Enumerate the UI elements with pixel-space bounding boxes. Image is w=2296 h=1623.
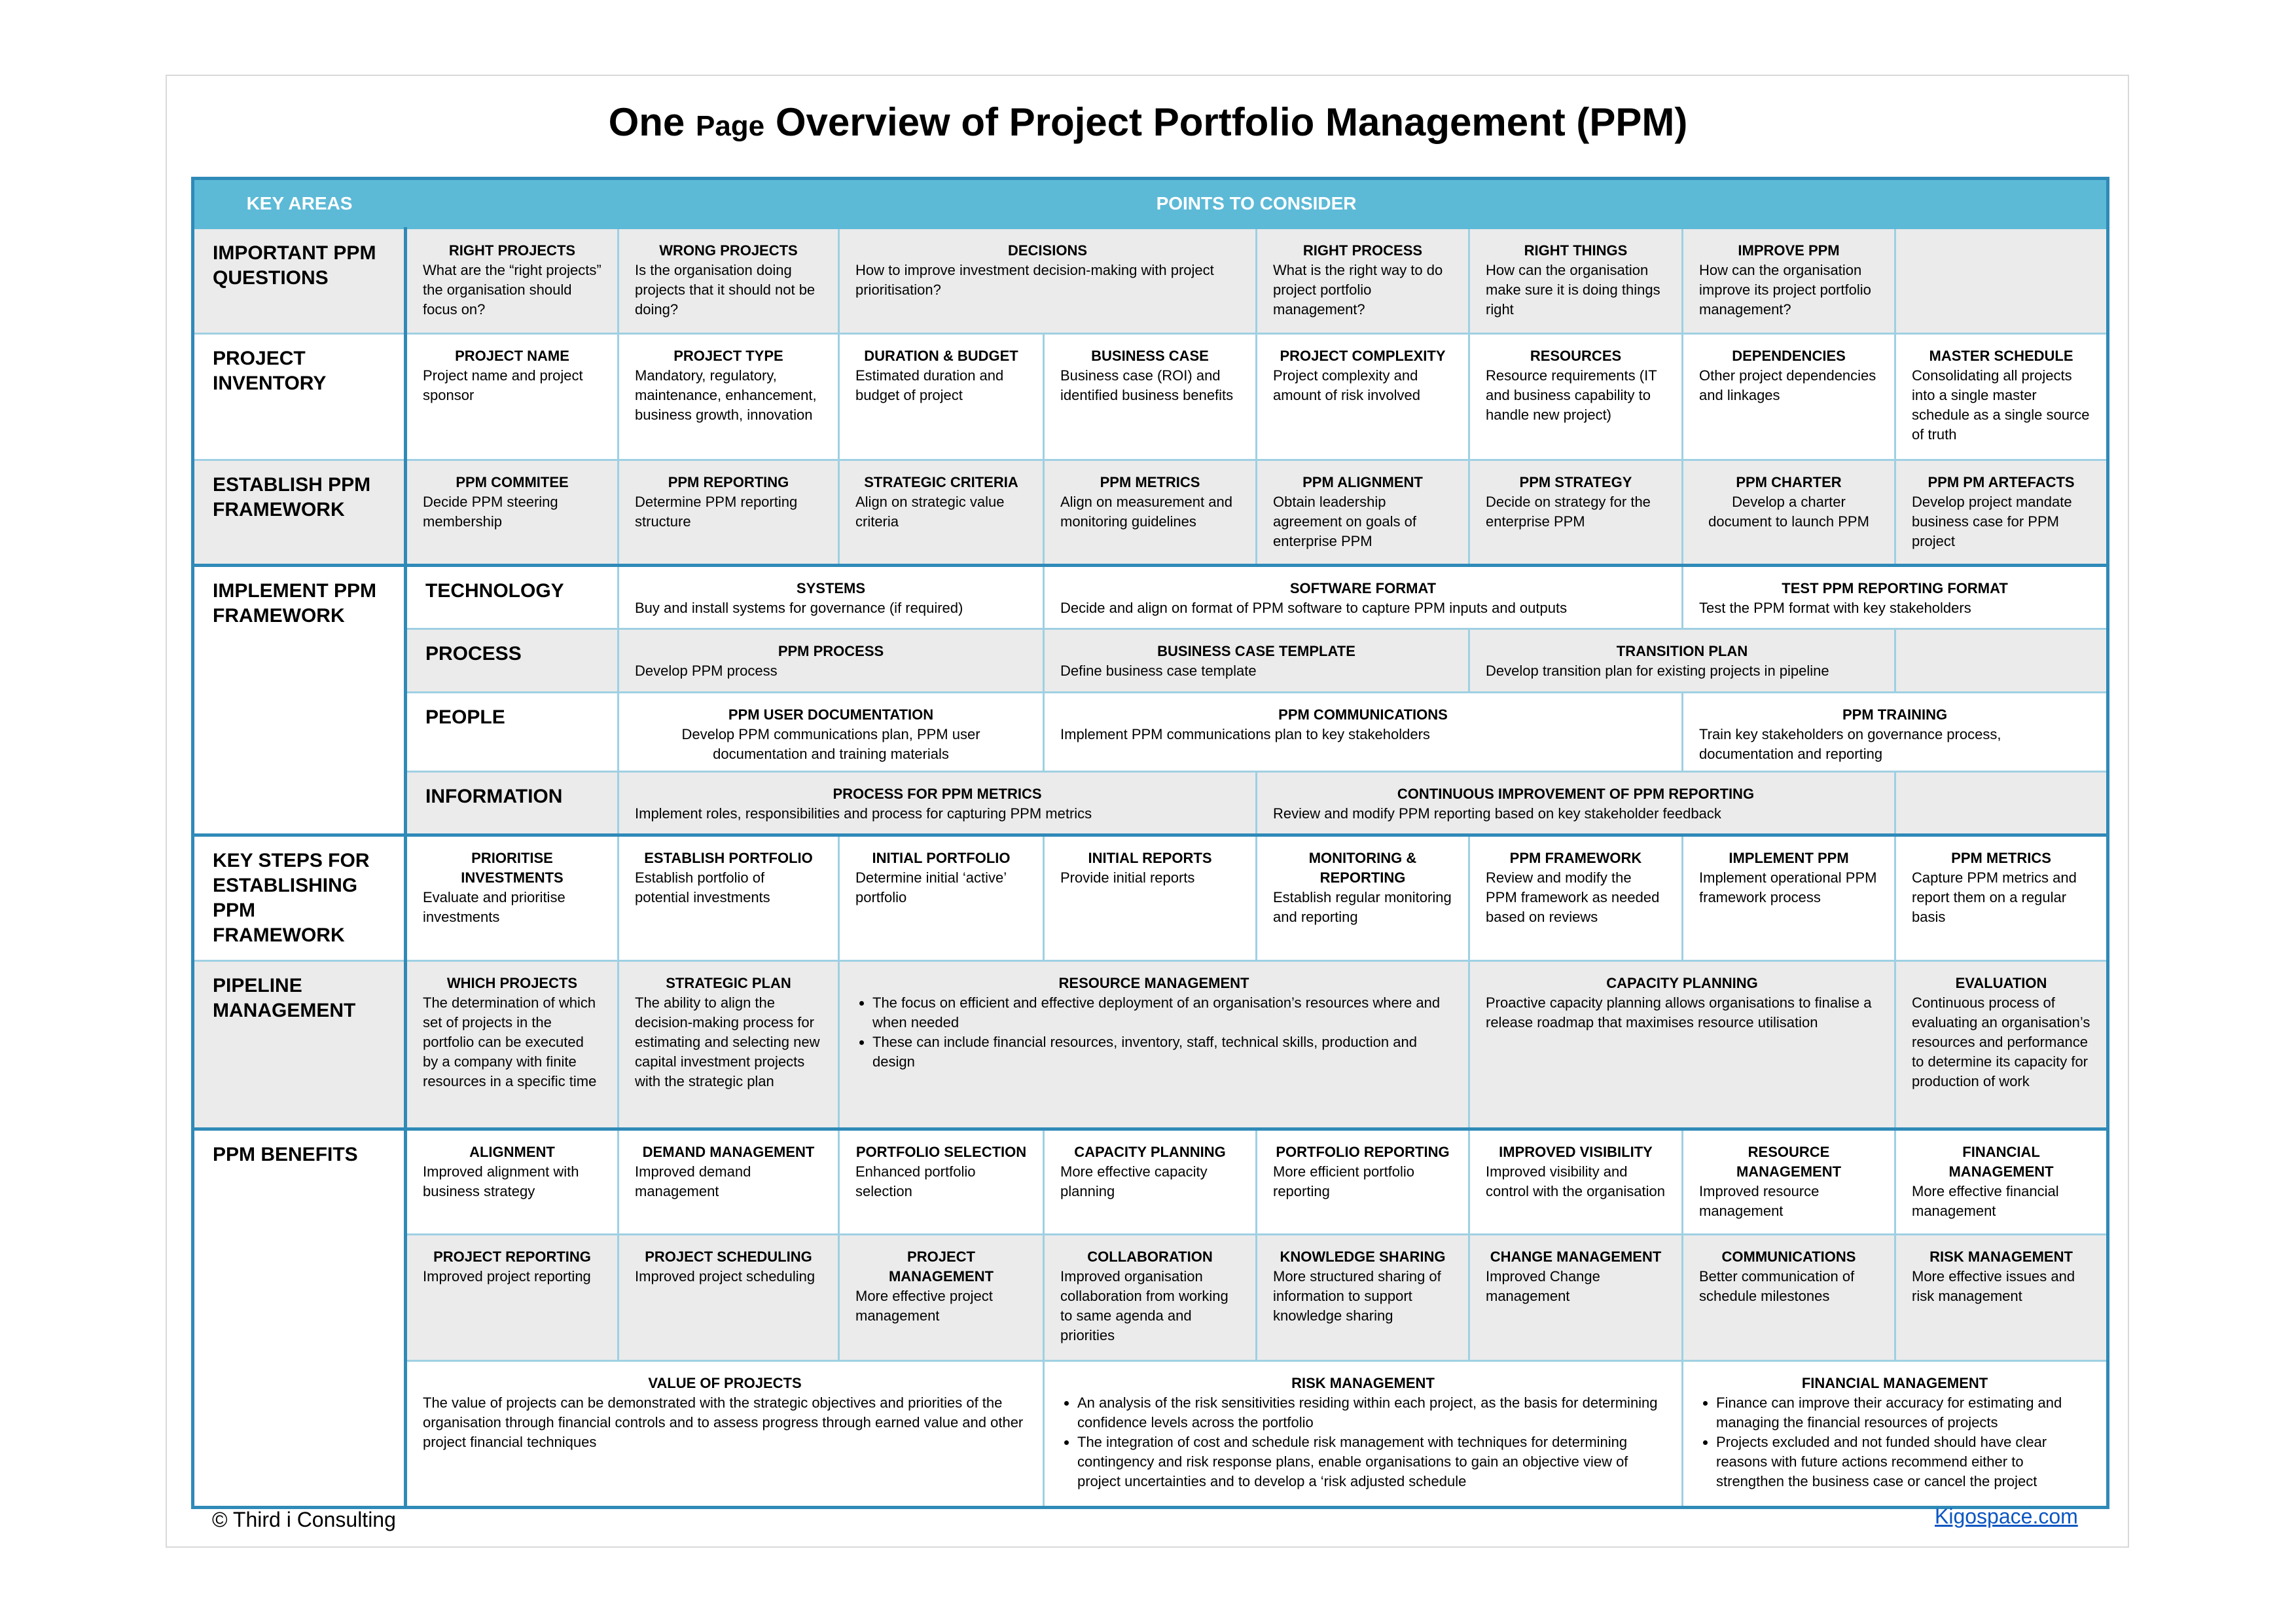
cell-decisions: DECISIONS How to improve investment decision-making with project prioritisation? — [839, 228, 1257, 334]
cell-test-reporting-format: TEST PPM REPORTING FORMAT Test the PPM format with key stakeholders — [1683, 566, 2108, 629]
cell-ppm-pm-artefacts: PPM PM ARTEFACTS Develop project mandate business case for PPM project — [1895, 460, 2108, 566]
cell-strategic-plan: STRATEGIC PLAN The ability to align the decision-making process for estimating and selecting new capital investment projects with the strategic plan — [619, 961, 839, 1129]
risk-bullets: • An analysis of the risk sensitivities residing within each project, as the basis for determining confidence levels across the portfolio • The integration of cost and schedule risk management with techniques for determining contingency and risk response plans, enable organisations to gain an objective view of project uncertainties and to develop a ‘risk adjusted schedule — [1060, 1393, 1666, 1491]
pipeline-row — [193, 961, 2108, 1129]
cell-initial-reports: INITIAL REPORTS Provide initial reports — [1044, 835, 1257, 961]
cell-transition-plan: TRANSITION PLAN Develop transition plan for existing projects in pipeline — [1469, 629, 1895, 693]
cell-business-case: BUSINESS CASE Business case (ROI) and identified business benefits — [1044, 334, 1257, 460]
points-header: POINTS TO CONSIDER — [406, 179, 2108, 228]
cell-right-process: RIGHT PROCESS What is the right way to do project portfolio management? — [1257, 228, 1469, 334]
cell-right-projects: RIGHT PROJECTS What are the “right projects” the organisation should focus on? — [406, 228, 619, 334]
cell-duration-budget: DURATION & BUDGET Estimated duration and budget of project — [839, 334, 1044, 460]
ppm-overview-table — [191, 177, 2109, 1509]
process-row — [193, 629, 2108, 693]
technology-row — [193, 566, 2108, 629]
cell-empty — [1895, 772, 2108, 835]
cell-risk-management-detail: RISK MANAGEMENT • An analysis of the risk sensitivities residing within each project, as the basis for determining confidence levels across the portfolio • The integration of cost and schedule risk management with techniques for determining contingency and risk response plans, enable organisations to gain an objective view of project uncertainties and to develop a ‘risk adjusted schedule — [1044, 1361, 1683, 1508]
copyright-text: © Third i Consulting — [212, 1508, 396, 1531]
kigospace-link[interactable]: Kigospace.com — [1935, 1504, 2078, 1528]
cell-right-things: RIGHT THINGS How can the organisation make sure it is doing things right — [1469, 228, 1683, 334]
cell-financial-management-detail: FINANCIAL MANAGEMENT • Finance can improve their accuracy for estimating and managing the financial resources of projects • Projects excluded and not funded should have clear reasons with future actions recommend either to strengthen the business case or cancel the project — [1683, 1361, 2108, 1508]
cell-ppm-process: PPM PROCESS Develop PPM process — [619, 629, 1044, 693]
cell-financial-management-benefit: FINANCIAL MANAGEMENT More effective financial management — [1895, 1129, 2108, 1235]
cell-ppm-reporting: PPM REPORTING Determine PPM reporting structure — [619, 460, 839, 566]
cell-steps-ppm-metrics: PPM METRICS Capture PPM metrics and report them on a regular basis — [1895, 835, 2108, 961]
title-rest: Overview of Project Portfolio Management (PPM) — [775, 100, 1688, 144]
questions-row — [193, 228, 2108, 334]
cell-ppm-strategy: PPM STRATEGY Decide on strategy for the enterprise PPM — [1469, 460, 1683, 566]
cell-initial-portfolio: INITIAL PORTFOLIO Determine initial ‘active’ portfolio — [839, 835, 1044, 961]
cell-project-name: PROJECT NAME Project name and project sponsor — [406, 334, 619, 460]
framework-row — [193, 460, 2108, 566]
cell-demand-management: DEMAND MANAGEMENT Improved demand management — [619, 1129, 839, 1235]
area-benefits: PPM BENEFITS — [193, 1129, 406, 1508]
cell-project-management: PROJECT MANAGEMENT More effective project management — [839, 1235, 1044, 1361]
cell-evaluation: EVALUATION Continuous process of evaluating an organisation’s resources and performance to determine its capacity for production of work — [1895, 961, 2108, 1129]
cell-improve-ppm: IMPROVE PPM How can the organisation improve its project portfolio management? — [1683, 228, 1895, 334]
header-row — [193, 179, 2108, 228]
cell-value-of-projects: VALUE OF PROJECTS The value of projects can be demonstrated with the strategic objectives and priorities of the organisation through financial controls and to assess progress through earned value and other project financial techniques — [406, 1361, 1044, 1508]
cell-capacity-planning: CAPACITY PLANNING Proactive capacity planning allows organisations to finalise a release roadmap that maximises resource utilisation — [1469, 961, 1895, 1129]
cell-resources: RESOURCES Resource requirements (IT and business capability to handle new project) — [1469, 334, 1683, 460]
people-row — [193, 693, 2108, 772]
cell-process-for-metrics: PROCESS FOR PPM METRICS Implement roles, responsibilities and process for capturing PPM metrics — [619, 772, 1257, 835]
cell-alignment: ALIGNMENT Improved alignment with business strategy — [406, 1129, 619, 1235]
cell-empty — [1895, 629, 2108, 693]
cell-portfolio-selection: PORTFOLIO SELECTION Enhanced portfolio selection — [839, 1129, 1044, 1235]
cell-ppm-framework: PPM FRAMEWORK Review and modify the PPM framework as needed based on reviews — [1469, 835, 1683, 961]
cell-user-documentation: PPM USER DOCUMENTATION Develop PPM communications plan, PPM user documentation and training materials — [619, 693, 1044, 772]
cell-implement-ppm: IMPLEMENT PPM Implement operational PPM framework process — [1683, 835, 1895, 961]
benefits-row-3 — [193, 1361, 2108, 1508]
cell-ppm-alignment: PPM ALIGNMENT Obtain leadership agreement on goals of enterprise PPM — [1257, 460, 1469, 566]
cell-ppm-training: PPM TRAINING Train key stakeholders on governance process, documentation and reporting — [1683, 693, 2108, 772]
label-process: PROCESS — [406, 629, 619, 693]
cell-capacity-planning-benefit: CAPACITY PLANNING More effective capacity planning — [1044, 1129, 1257, 1235]
area-framework: ESTABLISH PPM FRAMEWORK — [193, 460, 406, 566]
information-row — [193, 772, 2108, 835]
cell-continuous-improvement: CONTINUOUS IMPROVEMENT OF PPM REPORTING Review and modify PPM reporting based on key stakeholder feedback — [1257, 772, 1895, 835]
cell-strategic-criteria: STRATEGIC CRITERIA Align on strategic value criteria — [839, 460, 1044, 566]
cell-communications: COMMUNICATIONS Better communication of schedule milestones — [1683, 1235, 1895, 1361]
area-implement: IMPLEMENT PPM FRAMEWORK — [193, 566, 406, 835]
cell-prioritise-investments: PRIORITISE INVESTMENTS Evaluate and prioritise investments — [406, 835, 619, 961]
cell-establish-portfolio: ESTABLISH PORTFOLIO Establish portfolio of potential investments — [619, 835, 839, 961]
title-one: One — [608, 100, 685, 144]
cell-ppm-commitee: PPM COMMITEE Decide PPM steering membership — [406, 460, 619, 566]
cell-collaboration: COLLABORATION Improved organisation collaboration from working to same agenda and priorities — [1044, 1235, 1257, 1361]
area-inventory: PROJECT INVENTORY — [193, 334, 406, 460]
cell-ppm-charter: PPM CHARTER Develop a charter document to launch PPM — [1683, 460, 1895, 566]
steps-row — [193, 835, 2108, 961]
cell-project-scheduling: PROJECT SCHEDULING Improved project scheduling — [619, 1235, 839, 1361]
cell-improved-visibility: IMPROVED VISIBILITY Improved visibility and control with the organisation — [1469, 1129, 1683, 1235]
cell-which-projects: WHICH PROJECTS The determination of which set of projects in the portfolio can be executed by a company with finite resources in a specific time — [406, 961, 619, 1129]
cell-project-complexity: PROJECT COMPLEXITY Project complexity and amount of risk involved — [1257, 334, 1469, 460]
inventory-row — [193, 334, 2108, 460]
financial-bullets: • Finance can improve their accuracy for estimating and managing the financial resources of projects • Projects excluded and not funded should have clear reasons with future actions recommend either to strengthen the business case or cancel the project — [1699, 1393, 2090, 1491]
cell-resource-management: RESOURCE MANAGEMENT • The focus on efficient and effective deployment of an organisation’s resources where and when needed • These can include financial resources, inventory, staff, technical skills, production and design — [839, 961, 1469, 1129]
cell-project-reporting: PROJECT REPORTING Improved project reporting — [406, 1235, 619, 1361]
cell-knowledge-sharing: KNOWLEDGE SHARING More structured sharing of information to support knowledge sharing — [1257, 1235, 1469, 1361]
cell-project-type: PROJECT TYPE Mandatory, regulatory, maintenance, enhancement, business growth, innovation — [619, 334, 839, 460]
cell-risk-management-benefit: RISK MANAGEMENT More effective issues and risk management — [1895, 1235, 2108, 1361]
cell-change-management: CHANGE MANAGEMENT Improved Change management — [1469, 1235, 1683, 1361]
title-page: Page — [695, 110, 765, 142]
cell-portfolio-reporting: PORTFOLIO REPORTING More efficient portfolio reporting — [1257, 1129, 1469, 1235]
cell-ppm-communications: PPM COMMUNICATIONS Implement PPM communications plan to key stakeholders — [1044, 693, 1683, 772]
cell-master-schedule: MASTER SCHEDULE Consolidating all projects into a single master schedule as a single source of truth — [1895, 334, 2108, 460]
cell-ppm-metrics: PPM METRICS Align on measurement and monitoring guidelines — [1044, 460, 1257, 566]
benefits-row-1 — [193, 1129, 2108, 1235]
benefits-row-2 — [193, 1235, 2108, 1361]
area-steps: KEY STEPS FOR ESTABLISHING PPM FRAMEWORK — [193, 835, 406, 961]
area-questions: IMPORTANT PPM QUESTIONS — [193, 228, 406, 334]
cell-monitoring-reporting: MONITORING & REPORTING Establish regular monitoring and reporting — [1257, 835, 1469, 961]
label-information: INFORMATION — [406, 772, 619, 835]
cell-systems: SYSTEMS Buy and install systems for governance (if required) — [619, 566, 1044, 629]
cell-dependencies: DEPENDENCIES Other project dependencies and linkages — [1683, 334, 1895, 460]
cell-software-format: SOFTWARE FORMAT Decide and align on format of PPM software to capture PPM inputs and outputs — [1044, 566, 1683, 629]
label-people: PEOPLE — [406, 693, 619, 772]
cell-resource-management-benefit: RESOURCE MANAGEMENT Improved resource management — [1683, 1129, 1895, 1235]
resource-bullets: • The focus on efficient and effective deployment of an organisation’s resources where and when needed • These can include financial resources, inventory, staff, technical skills, production and design — [855, 993, 1452, 1072]
cell-wrong-projects: WRONG PROJECTS Is the organisation doing projects that it should not be doing? — [619, 228, 839, 334]
key-areas-header: KEY AREAS — [193, 179, 406, 228]
page-title — [0, 100, 2296, 145]
label-technology: TECHNOLOGY — [406, 566, 619, 629]
area-pipeline: PIPELINE MANAGEMENT — [193, 961, 406, 1129]
cell-empty — [1895, 228, 2108, 334]
cell-business-case-template: BUSINESS CASE TEMPLATE Define business case template — [1044, 629, 1469, 693]
